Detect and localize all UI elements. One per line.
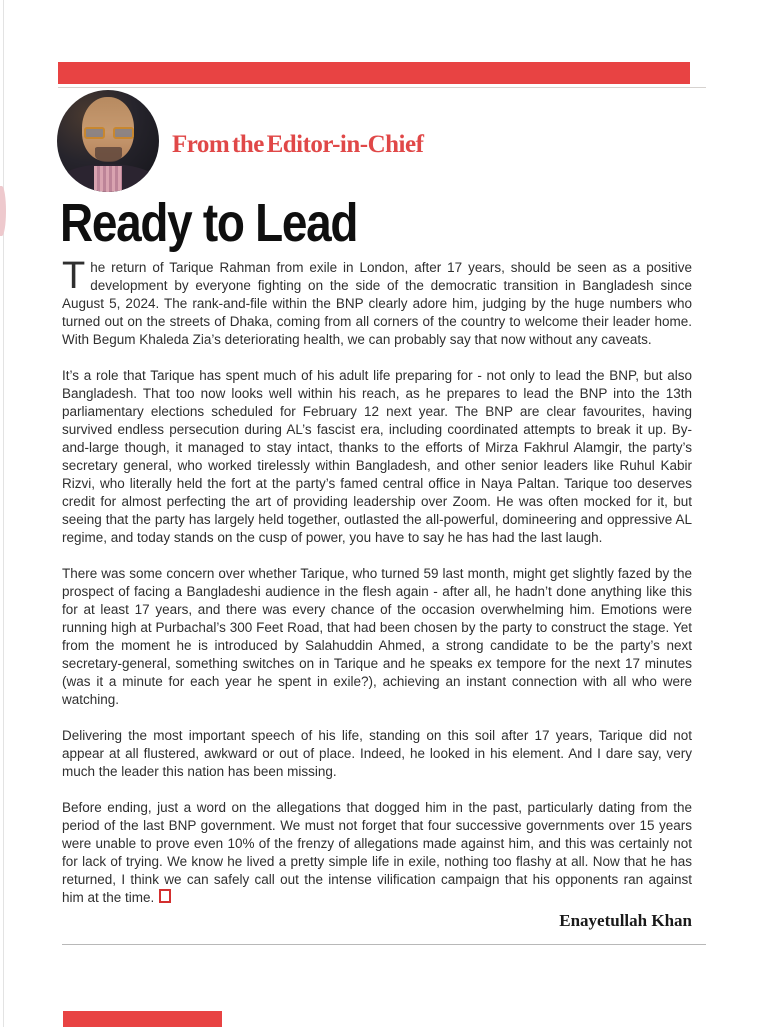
section-label: From the Editor-in-Chief (172, 131, 424, 158)
glasses-icon (84, 127, 134, 140)
top-accent-bar (58, 62, 690, 84)
author-signature: Enayetullah Khan (559, 911, 692, 930)
paragraph-text: Delivering the most important speech of his life, standing on this soil after 17 years, Tarique did not appear at all flustered, awkward or out of place. Indeed, he looked in his element. And I dare say, very much the leader this nation has been missing. (62, 728, 692, 779)
article-paragraph (62, 727, 692, 781)
paragraph-text: There was some concern over whether Tarique, who turned 59 last month, might get slightly fazed by the prospect of facing a Bangladeshi audience in the flesh again - after all, he hadn’t done anything like this for at least 17 years, and there was every chance of the occasion overwhelming him. Emotions were running high at Purbachal’s 300 Feet Road, that had been chosen by the party to construct the stage. Yet from the moment he is introduced by Salahuddin Ahmed, a strong candidate to be the party’s next secretary-general, something switches on in Tarique and he speaks ex tempore for the next 17 minutes (was it a minute for each year he spent in exile?), achieving an instant connection with all who were watching. (62, 566, 692, 707)
glasses-left-lens (84, 127, 105, 139)
article-paragraph (62, 367, 692, 547)
portrait-shirt (94, 166, 122, 192)
paragraph-text: Before ending, just a word on the allegations that dogged him in the past, particularly dating from the period of the last BNP government. We must not forget that four successive governments over 15 years were unable to prove even 10% of the frenzy of allegations made against him, and this was certainly not for lack of trying. We know he lived a pretty simple life in exile, nothing too flashy at all. Now that he has returned, I think we can safely call out the intense vilification campaign that his opponents ran against him at the time. (62, 800, 692, 905)
article-paragraph (62, 799, 692, 907)
article-body (62, 255, 692, 907)
adjacent-page-sliver (0, 186, 6, 236)
article-paragraph (62, 255, 692, 349)
paragraph-text: he return of Tarique Rahman from exile in London, after 17 years, should be seen as a positive development by everyone fighting on the side of the democratic transition in Bangladesh since August 5, 2024. The rank-and-file within the BNP clearly adore him, judging by the huge numbers who turned out on the streets of Dhaka, coming from all corners of the country to welcome their leader home. With Begum Khaleda Zia’s deteriorating health, we can probably say that now without any caveats. (62, 260, 692, 347)
top-accent-bar-underline (58, 87, 706, 88)
article-paragraph (62, 565, 692, 709)
footer-divider (62, 944, 706, 945)
end-of-article-icon (159, 889, 171, 903)
next-page-accent-bar (63, 1011, 222, 1027)
page-edge-line (3, 0, 4, 1027)
article-title: Ready to Lead (60, 193, 358, 253)
glasses-right-lens (113, 127, 134, 139)
drop-cap: T (62, 255, 86, 297)
editor-portrait-photo (57, 90, 159, 192)
portrait-mustache (95, 147, 122, 162)
paragraph-text: It’s a role that Tarique has spent much of his adult life preparing for - not only to lead the BNP, but also Bangladesh. That too now looks well within his reach, as he prepares to lead the BNP into the 13th parliamentary elections scheduled for February 12 next year. The BNP are clear favourites, having survived endless persecution during AL’s fascist era, including coordinated attempts to break it up. By-and-large though, it managed to stay intact, thanks to the efforts of Mirza Fakhrul Alamgir, the party’s secretary general, who worked tirelessly within Bangladesh, and other senior leaders like Ruhul Kabir Rizvi, who literally held the fort at the party’s famed central office in Naya Paltan. Tarique too deserves credit for almost perfecting the art of providing leadership over Zoom. He was often mocked for it, but seeing that the party has largely held together, outlasted the all-powerful, domineering and oppressive AL regime, and today stands on the cusp of power, you have to say he has had the last laugh. (62, 368, 692, 545)
